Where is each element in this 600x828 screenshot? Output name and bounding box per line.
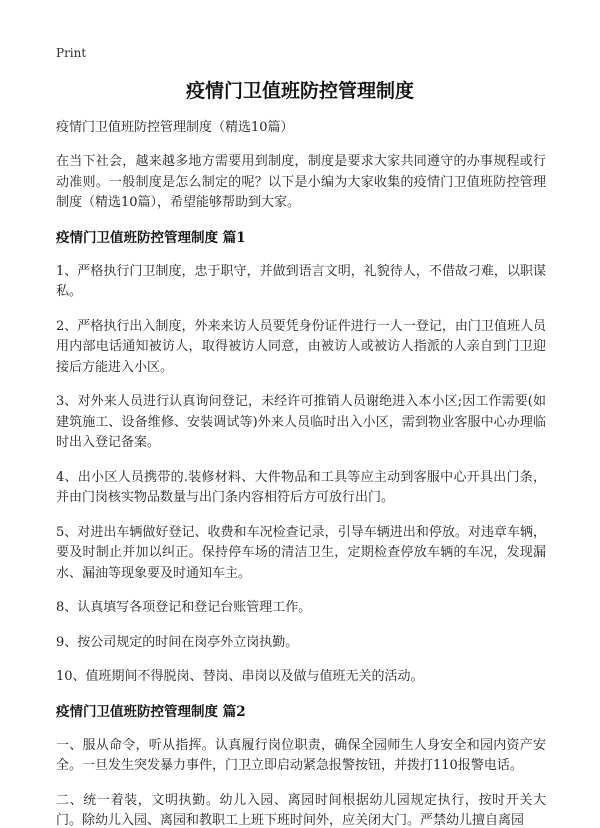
document-body (56, 118, 546, 828)
section-heading: 疫情门卫值班防控管理制度 篇1 (56, 229, 246, 246)
paragraph: 9、按公司规定的时间在岗亭外立岗执勤。 (56, 634, 299, 650)
document-subtitle: 疫情门卫值班防控管理制度（精选10篇） (56, 120, 294, 135)
paragraph: 10、值班期间不得脱岗、替岗、串岗以及做与值班无关的活动。 (56, 669, 424, 684)
paragraph: 一、服从命令，听从指挥。认真履行岗位职责，确保全园师生人身安全和园内资产安全。一旦发生突发暴力事件，门卫立即启动紧急报警按钮，并拨打110报警电话。 (56, 737, 546, 773)
page-title: 疫情门卫值班防控管理制度 (185, 80, 414, 102)
print-link[interactable]: Print (56, 46, 87, 60)
paragraph: 二、统一着装，文明执勤。幼儿入园、离园时间根据幼儿园规定执行，按时开关大门。除幼儿入园、离园和教职工上班下班时间外，应关闭大门。严禁幼儿擅自离园 (56, 792, 546, 828)
paragraph: 2、严格执行出入制度，外来来访人员要凭身份证件进行一人一登记，由门卫值班人员用内部电话通知被访人，取得被访人同意，由被访人或被访人指派的人亲自到门卫迎接后方能进入小区。 (56, 318, 546, 375)
section-heading: 疫情门卫值班防控管理制度 篇2 (56, 703, 246, 720)
paragraph: 5、对进出车辆做好登记、收费和车况检查记录，引导车辆进出和停放。对违章车辆，要及时制止并加以纠正。保持停车场的清洁卫生，定期检查停放车辆的车况，发现漏水、漏油等现象要及时通知车主。 (56, 524, 546, 581)
section-2 (56, 702, 546, 828)
paragraph: 1、严格执行门卫制度，忠于职守，并做到语言文明，礼貌待人，不借故刁难，以职谋私。 (56, 263, 546, 299)
section-1 (56, 228, 546, 688)
paragraph: 8、认真填写各项登记和登记台账管理工作。 (56, 600, 312, 615)
paragraph: 3、对外来人员进行认真询问登记，未经许可推销人员谢绝进入本小区;因工作需要(如建筑施工、设备维修、安装调试等)外来人员临时出入小区，需到物业客服中心办理临时出入登记备案。 (56, 394, 546, 450)
paragraph: 4、出小区人员携带的.装修材料、大件物品和工具等应主动到客服中心开具出门条，并由门岗核实物品数量与出门条内容相符后方可放行出门。 (56, 469, 546, 505)
intro-paragraph: 在当下社会，越来越多地方需要用到制度，制度是要求大家共同遵守的办事规程或行动准则。一般制度是怎么制定的呢？以下是小编为大家收集的疫情门卫值班防控管理制度（精选10篇），希望能够帮助到大家。 (56, 154, 546, 210)
